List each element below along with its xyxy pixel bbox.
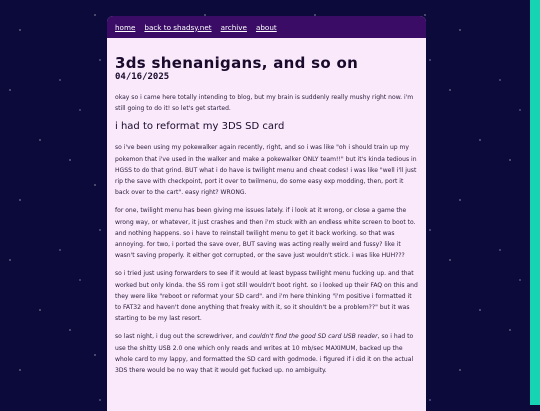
- post-paragraph-1: so i've been using my pokewalker again recently, right, and so i was like "oh i should train up my pokemon that i've used in the walker and make a pokewalker ONLY team!!" but it's kinda tedious in HGSS to do that grind. BUT what i do have is twilight menu and cheat codes! i was like "well i'll just rip the save with checkpoint, port it over to twilmenu, do some easy exp modding, then, port it back over to the cart". easy right? WRONG.: [115, 144, 417, 197]
- nav-about-link[interactable]: about: [255, 22, 277, 32]
- post-paragraph-3: so i tried just using forwarders to see if it would at least bypass twilight menu fucking up. and that worked but only kinda. the SS rom i got still wouldn't boot right. so i looked up their FAQ on this and they were like "reboot or reformat your SD card". and i'm here thinking "i'm positive i formatted it to FAT32 and haven't done anything that freaky with it, so it shouldn't be a problem??" but it was starting to be my last resort.: [115, 270, 418, 323]
- right-edge-strip: [530, 0, 540, 405]
- section-heading: i had to reformat my 3DS SD card: [115, 121, 285, 133]
- post-title: 3ds shenanigans, and so on: [115, 54, 359, 72]
- post-paragraph-4: [115, 331, 418, 376]
- post-intro-paragraph: okay so i came here totally intending to blog, but my brain is suddenly really mushy right now. i'm still going to do it! so let's get started.: [115, 94, 414, 113]
- top-nav: [107, 16, 426, 38]
- p4-emphasis: couldn't find the good SD card USB reader: [249, 333, 378, 341]
- nav-archive-link[interactable]: archive: [220, 22, 247, 32]
- post-paragraph-2: for one, twilight menu has been giving me issues lately. if i look at it wrong, or close a game the wrong way, or whatever, it just crashes and then i'm stuck with an endless white screen to boot to. and nothing happens. so i have to reinstall twilight menu to get it back working. so that was annoying. for two, i ported the save over, BUT saving was acting really weird and fussy? like it wasn't saving properly. it either got corrupted, or the save just wouldn't stick. i was like HUH???: [115, 207, 416, 260]
- nav-home-link[interactable]: home: [115, 22, 136, 32]
- post-article: [107, 38, 426, 376]
- nav-back-link[interactable]: back to shadsy.net: [144, 22, 212, 32]
- blog-container: [107, 16, 426, 411]
- post-date: 04/16/2025: [115, 72, 170, 82]
- p4-text-b: , so i had to use the shitty USB 2.0 one which only reads and writes at 10 mb/sec MAXIMUM, backed up the whole card to my lappy, and formatted the SD card with godmode. i figured if i did it on the actual 3DS there would be no way that it would get fucked up. no ambiguity.: [115, 333, 414, 375]
- p4-text-a: so last night, i dug out the screwdriver, and: [115, 333, 250, 341]
